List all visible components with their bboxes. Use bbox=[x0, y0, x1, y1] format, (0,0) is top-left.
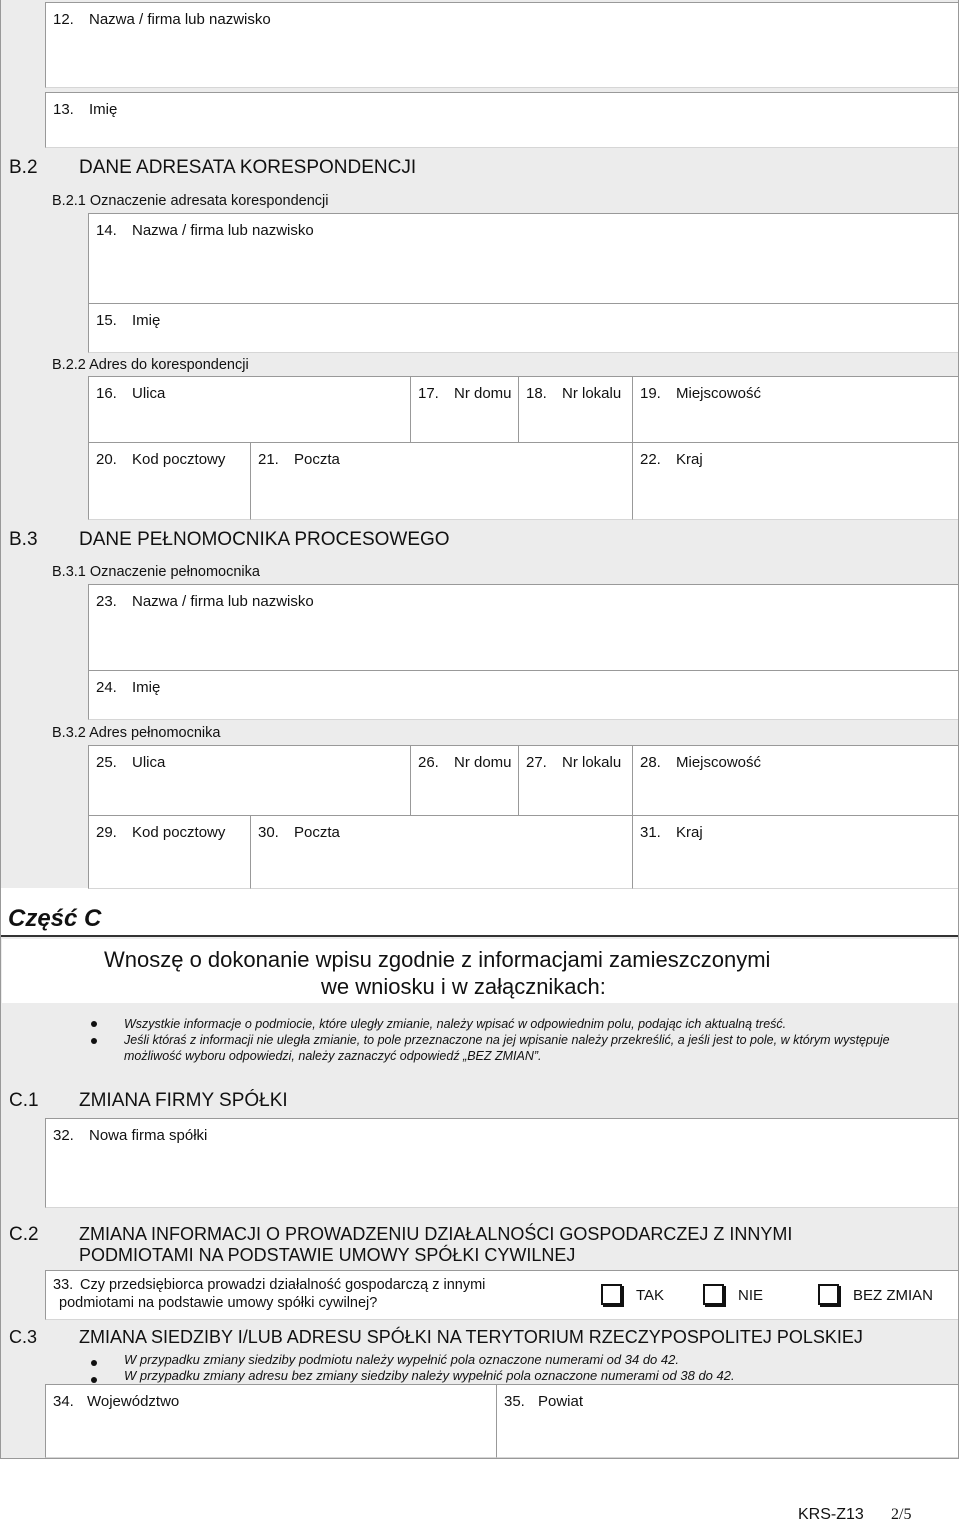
field-31-label: 31. Kraj bbox=[640, 824, 703, 841]
part-c-banner-line1: Wnoszę o dokonanie wpisu zgodnie z informacjami zamieszczonymi bbox=[104, 947, 771, 972]
field-34-voivodeship-input[interactable] bbox=[45, 1384, 497, 1458]
field-28-label: 28. Miejscowość bbox=[640, 754, 762, 771]
option-tak-checkbox[interactable] bbox=[601, 1284, 622, 1305]
section-c2-title-line1: ZMIANA INFORMACJI O PROWADZENIU DZIAŁALNOŚCI GOSPODARCZEJ Z INNYMI bbox=[79, 1224, 793, 1244]
field-33-label-line1: 33. Czy przedsiębiorca prowadzi działalność gospodarczą z innymi bbox=[53, 1277, 486, 1293]
field-35-county-input[interactable] bbox=[496, 1384, 959, 1458]
field-18-apartment-number-input[interactable] bbox=[518, 376, 633, 444]
field-12-label: 12. Nazwa / firma lub nazwisko bbox=[53, 11, 271, 28]
frame-right-border bbox=[958, 0, 959, 1459]
section-b2-title: DANE ADRESATA KORESPONDENCJI bbox=[79, 157, 417, 178]
field-12-name-input[interactable] bbox=[45, 2, 959, 88]
field-16-label: 16. Ulica bbox=[96, 385, 166, 402]
field-32-label: 32. Nowa firma spółki bbox=[53, 1127, 208, 1144]
field-21-label: 21. Poczta bbox=[258, 451, 340, 468]
part-c-heading: Część C bbox=[8, 905, 102, 932]
part-c-note-1: Wszystkie informacje o podmiocie, które uległy zmianie, należy wpisać w odpowiednim polu, podając ich aktualną treść. bbox=[124, 1017, 787, 1031]
field-30-label: 30. Poczta bbox=[258, 824, 340, 841]
field-22-country-input[interactable] bbox=[632, 442, 959, 520]
footer-form-code: KRS-Z13 bbox=[798, 1506, 864, 1523]
section-c2-code: C.2 bbox=[9, 1224, 39, 1245]
footer-page-number: 2/5 bbox=[891, 1506, 912, 1523]
section-c1-title: ZMIANA FIRMY SPÓŁKI bbox=[79, 1090, 288, 1111]
field-17-house-number-input[interactable] bbox=[410, 376, 519, 444]
subsection-b32-title: B.3.2 Adres pełnomocnika bbox=[52, 725, 221, 741]
section-b2-code: B.2 bbox=[9, 157, 38, 178]
section-b3-code: B.3 bbox=[9, 529, 38, 550]
field-22-label: 22. Kraj bbox=[640, 451, 703, 468]
bullet-marker bbox=[91, 1360, 97, 1366]
field-23-name-input[interactable] bbox=[88, 584, 959, 672]
subsection-b21-title: B.2.1 Oznaczenie adresata korespondencji bbox=[52, 193, 329, 209]
bullet-marker bbox=[91, 1038, 97, 1044]
field-30-post-office-input[interactable] bbox=[250, 815, 633, 889]
field-14-name-input[interactable] bbox=[88, 213, 959, 305]
part-c-banner-line2: we wniosku i w załącznikach: bbox=[321, 974, 606, 999]
part-c-note-2-line1: Jeśli któraś z informacji nie uległa zmianie, to pole przeznaczone na jej wpisanie należy przekreślić, a jeśli jest to pole, w którym występuje bbox=[124, 1033, 890, 1047]
field-23-label: 23. Nazwa / firma lub nazwisko bbox=[96, 593, 314, 610]
field-27-label: 27. Nr lokalu bbox=[526, 754, 622, 771]
field-13-label: 13. Imię bbox=[53, 101, 118, 118]
field-21-post-office-input[interactable] bbox=[250, 442, 633, 520]
field-34-label: 34. Województwo bbox=[53, 1393, 180, 1410]
option-bez-zmian-checkbox[interactable] bbox=[818, 1284, 839, 1305]
frame-left-border bbox=[0, 0, 1, 1459]
c3-note-1: W przypadku zmiany siedziby podmiotu należy wypełnić pola oznaczone numerami od 34 do 42. bbox=[124, 1352, 679, 1367]
field-16-street-input[interactable] bbox=[88, 376, 411, 444]
option-nie-label: NIE bbox=[738, 1287, 764, 1304]
field-18-label: 18. Nr lokalu bbox=[526, 385, 622, 402]
section-b3-title: DANE PEŁNOMOCNIKA PROCESOWEGO bbox=[79, 529, 450, 550]
subsection-b31-title: B.3.1 Oznaczenie pełnomocnika bbox=[52, 564, 260, 580]
bullet-marker bbox=[91, 1377, 97, 1383]
field-15-label: 15. Imię bbox=[96, 312, 161, 329]
field-28-city-input[interactable] bbox=[632, 745, 959, 817]
section-c1-code: C.1 bbox=[9, 1090, 39, 1111]
option-bez-zmian-label: BEZ ZMIAN bbox=[853, 1287, 934, 1304]
field-24-label: 24. Imię bbox=[96, 679, 161, 696]
field-14-label: 14. Nazwa / firma lub nazwisko bbox=[96, 222, 314, 239]
field-15-first-name-input[interactable] bbox=[88, 303, 959, 353]
field-13-first-name-input[interactable] bbox=[45, 92, 959, 148]
field-27-apartment-number-input[interactable] bbox=[518, 745, 633, 817]
field-19-label: 19. Miejscowość bbox=[640, 385, 762, 402]
field-25-label: 25. Ulica bbox=[96, 754, 166, 771]
field-32-new-company-name-input[interactable] bbox=[45, 1118, 959, 1208]
section-c2-title-line2: PODMIOTAMI NA PODSTAWIE UMOWY SPÓŁKI CYWILNEJ bbox=[79, 1245, 576, 1265]
bullet-marker bbox=[91, 1021, 97, 1027]
field-26-label: 26. Nr domu bbox=[418, 754, 512, 771]
section-c3-title: ZMIANA SIEDZIBY I/LUB ADRESU SPÓŁKI NA TERYTORIUM RZECZYPOSPOLITEJ POLSKIEJ bbox=[79, 1327, 863, 1347]
field-25-street-input[interactable] bbox=[88, 745, 411, 817]
field-31-country-input[interactable] bbox=[632, 815, 959, 889]
field-20-label: 20. Kod pocztowy bbox=[96, 451, 226, 468]
c3-note-2: W przypadku zmiany adresu bez zmiany siedziby należy wypełnić pola oznaczone numerami od 38 do 42. bbox=[124, 1368, 735, 1383]
subsection-b22-title: B.2.2 Adres do korespondencji bbox=[52, 357, 249, 373]
option-tak-label: TAK bbox=[636, 1287, 665, 1304]
option-nie-checkbox[interactable] bbox=[703, 1284, 724, 1305]
field-17-label: 17. Nr domu bbox=[418, 385, 512, 402]
field-29-label: 29. Kod pocztowy bbox=[96, 824, 226, 841]
field-26-house-number-input[interactable] bbox=[410, 745, 519, 817]
frame-bottom-border bbox=[0, 1458, 959, 1459]
field-29-postal-code-input[interactable] bbox=[88, 815, 251, 889]
field-20-postal-code-input[interactable] bbox=[88, 442, 251, 520]
field-24-first-name-input[interactable] bbox=[88, 670, 959, 720]
section-c3-code: C.3 bbox=[9, 1327, 38, 1347]
field-19-city-input[interactable] bbox=[632, 376, 959, 444]
part-c-note-2-line2: możliwość wyboru odpowiedzi, należy zaznaczyć odpowiedź „BEZ ZMIAN”. bbox=[124, 1049, 542, 1063]
field-35-label: 35. Powiat bbox=[504, 1393, 584, 1410]
field-33-label-line2: podmiotami na podstawie umowy spółki cywilnej? bbox=[59, 1295, 378, 1311]
